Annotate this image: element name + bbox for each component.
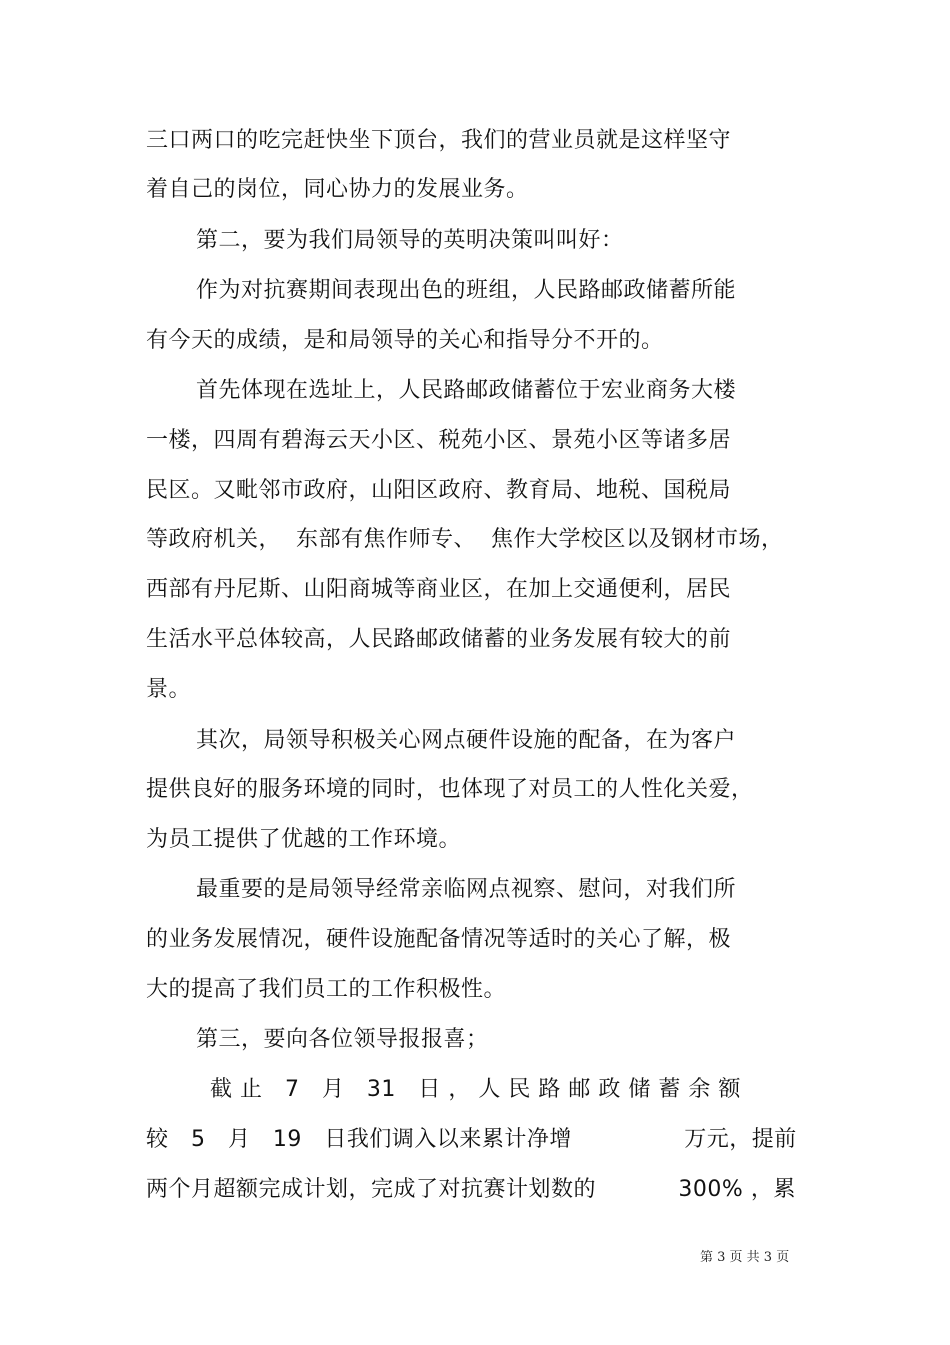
paragraph-line: 首先体现在选址上，人民路邮政储蓄位于宏业商务大楼 — [196, 378, 737, 403]
paragraph-line: 最重要的是局领导经常亲临网点视察、慰问，对我们所 — [196, 877, 737, 902]
paragraph-line: 的业务发展情况，硬件设施配备情况等适时的关心了解，极 — [146, 927, 732, 952]
paragraph-line: 一楼，四周有碧海云天小区、税苑小区、景苑小区等诸多居 — [146, 428, 732, 453]
paragraph-line: 民区。又毗邻市政府，山阳区政府、教育局、地税、国税局 — [146, 478, 732, 503]
paragraph-line: 第三，要向各位领导报报喜； — [196, 1027, 489, 1052]
paragraph-line: 大的提高了我们员工的工作积极性。 — [146, 977, 507, 1002]
paragraph-line: 第二，要为我们局领导的英明决策叫叫好： — [196, 228, 624, 253]
paragraph-line: 景。 — [146, 677, 192, 702]
paragraph-line: 作为对抗赛期间表现出色的班组，人民路邮政储蓄所能 — [196, 278, 737, 303]
paragraph-line: 其次，局领导积极关心网点硬件设施的配备，在为客户 — [196, 728, 737, 753]
paragraph-line: 西部有丹尼斯、山阳商城等商业区，在加上交通便利，居民 — [146, 577, 732, 602]
paragraph-line: 生活水平总体较高，人民路邮政储蓄的业务发展有较大的前 — [146, 627, 732, 652]
paragraph-line: 为员工提供了优越的工作环境。 — [146, 827, 462, 852]
paragraph-line: 截 止 7 月 31 日 ， 人 民 路 邮 政 储 蓄 余 额 — [210, 1077, 741, 1102]
paragraph-line: 着自己的岗位，同心协力的发展业务。 — [146, 177, 529, 202]
paragraph-line: 两个月超额完成计划，完成了对抗赛计划数的 300% ，累 — [146, 1177, 796, 1202]
page-number-footer: 第 3 页 共 3 页 — [700, 1250, 790, 1265]
paragraph-line: 三口两口的吃完赶快坐下顶台，我们的营业员就是这样坚守 — [146, 128, 732, 153]
paragraph-line: 等政府机关， 东部有焦作师专、 焦作大学校区以及钢材市场， — [146, 527, 784, 552]
paragraph-line: 提供良好的服务环境的同时，也体现了对员工的人性化关爱， — [146, 777, 754, 802]
paragraph-line: 有今天的成绩，是和局领导的关心和指导分不开的。 — [146, 328, 664, 353]
paragraph-line: 较 5 月 19 日我们调入以来累计净增 万元，提前 — [146, 1127, 797, 1152]
